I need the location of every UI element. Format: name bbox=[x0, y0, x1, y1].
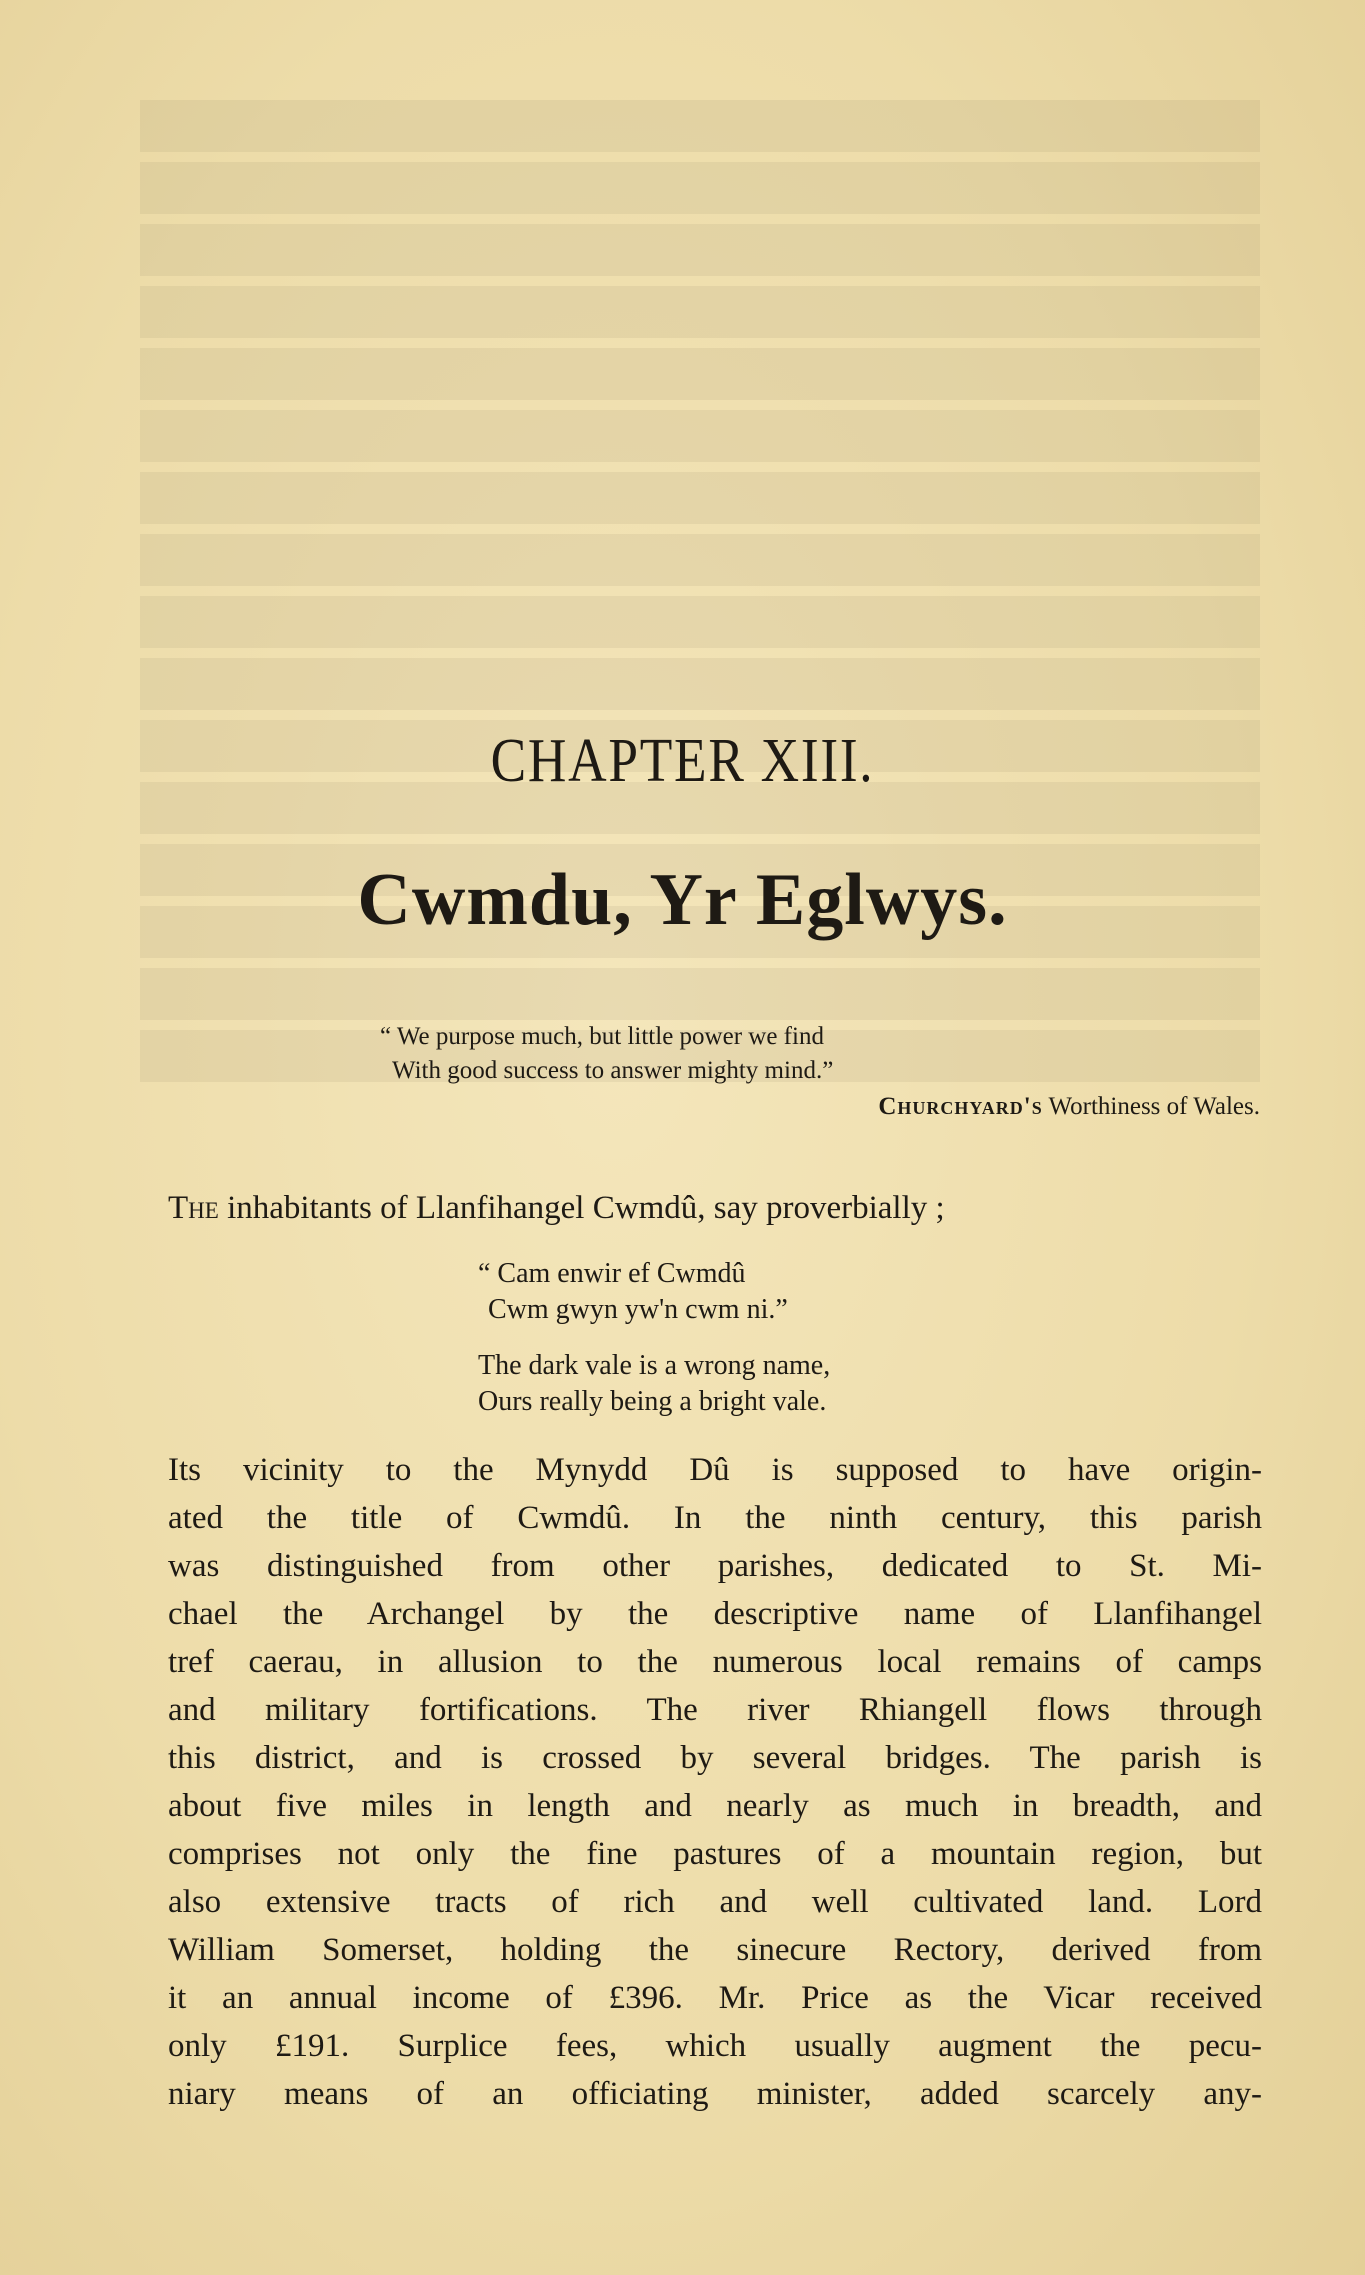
body-line: was distinguished from other parishes, dedicated to St. Mi- bbox=[168, 1548, 1262, 1584]
body-line: chael the Archangel by the descriptive name of Llanfihangel bbox=[168, 1596, 1262, 1632]
verse-welsh-line-1: “ Cam enwir ef Cwmdû bbox=[478, 1258, 746, 1289]
epigraph-source bbox=[380, 1090, 1260, 1124]
verse-english-line-1: The dark vale is a wrong name, bbox=[478, 1350, 831, 1381]
epigraph-author: Churchyard's bbox=[878, 1093, 1043, 1120]
verse-english-line-2: Ours really being a bright vale. bbox=[478, 1386, 827, 1417]
body-line: and military fortifications. The river Rhiangell flows through bbox=[168, 1692, 1262, 1728]
chapter-subtitle: Cwmdu, Yr Eglwys. bbox=[357, 859, 1008, 941]
verse-welsh-line-2: Cwm gwyn yw'n cwm ni.” bbox=[488, 1294, 788, 1325]
show-through-text bbox=[140, 100, 1260, 1100]
body-line: it an annual income of £396. Mr. Price as the Vicar received bbox=[168, 1980, 1262, 2016]
chapter-heading: CHAPTER XIII. bbox=[490, 727, 875, 795]
epigraph bbox=[380, 1020, 1260, 1124]
body-line: only £191. Surplice fees, which usually augment the pecu- bbox=[168, 2028, 1262, 2064]
body-line: niary means of an officiating minister, added scarcely any- bbox=[168, 2076, 1262, 2112]
proverb-verse bbox=[478, 1256, 1038, 1420]
body-line: about five miles in length and nearly as much in breadth, and bbox=[168, 1788, 1262, 1824]
epigraph-work: Worthiness of Wales. bbox=[1048, 1093, 1260, 1120]
intro-sentence bbox=[168, 1188, 1278, 1228]
body-line: this district, and is crossed by several bridges. The parish is bbox=[168, 1740, 1262, 1776]
body-line: ated the title of Cwmdû. In the ninth century, this parish bbox=[168, 1500, 1262, 1536]
body-line: comprises not only the fine pastures of a mountain region, but bbox=[168, 1836, 1262, 1872]
intro-text: inhabitants of Llanfihangel Cwmdû, say proverbially ; bbox=[227, 1190, 945, 1226]
body-line: tref caerau, in allusion to the numerous local remains of camps bbox=[168, 1644, 1262, 1680]
body-line: Its vicinity to the Mynydd Dû is supposed to have origin- bbox=[168, 1452, 1262, 1488]
body-line: William Somerset, holding the sinecure Rectory, derived from bbox=[168, 1932, 1262, 1968]
intro-lead-word: The bbox=[168, 1190, 219, 1226]
body-line: also extensive tracts of rich and well cultivated land. Lord bbox=[168, 1884, 1262, 1920]
epigraph-line-2: With good success to answer mighty mind.” bbox=[392, 1057, 834, 1084]
verse-gap bbox=[478, 1328, 1038, 1348]
epigraph-line-1: “ We purpose much, but little power we find bbox=[380, 1023, 824, 1050]
body-paragraph bbox=[168, 1446, 1262, 2118]
